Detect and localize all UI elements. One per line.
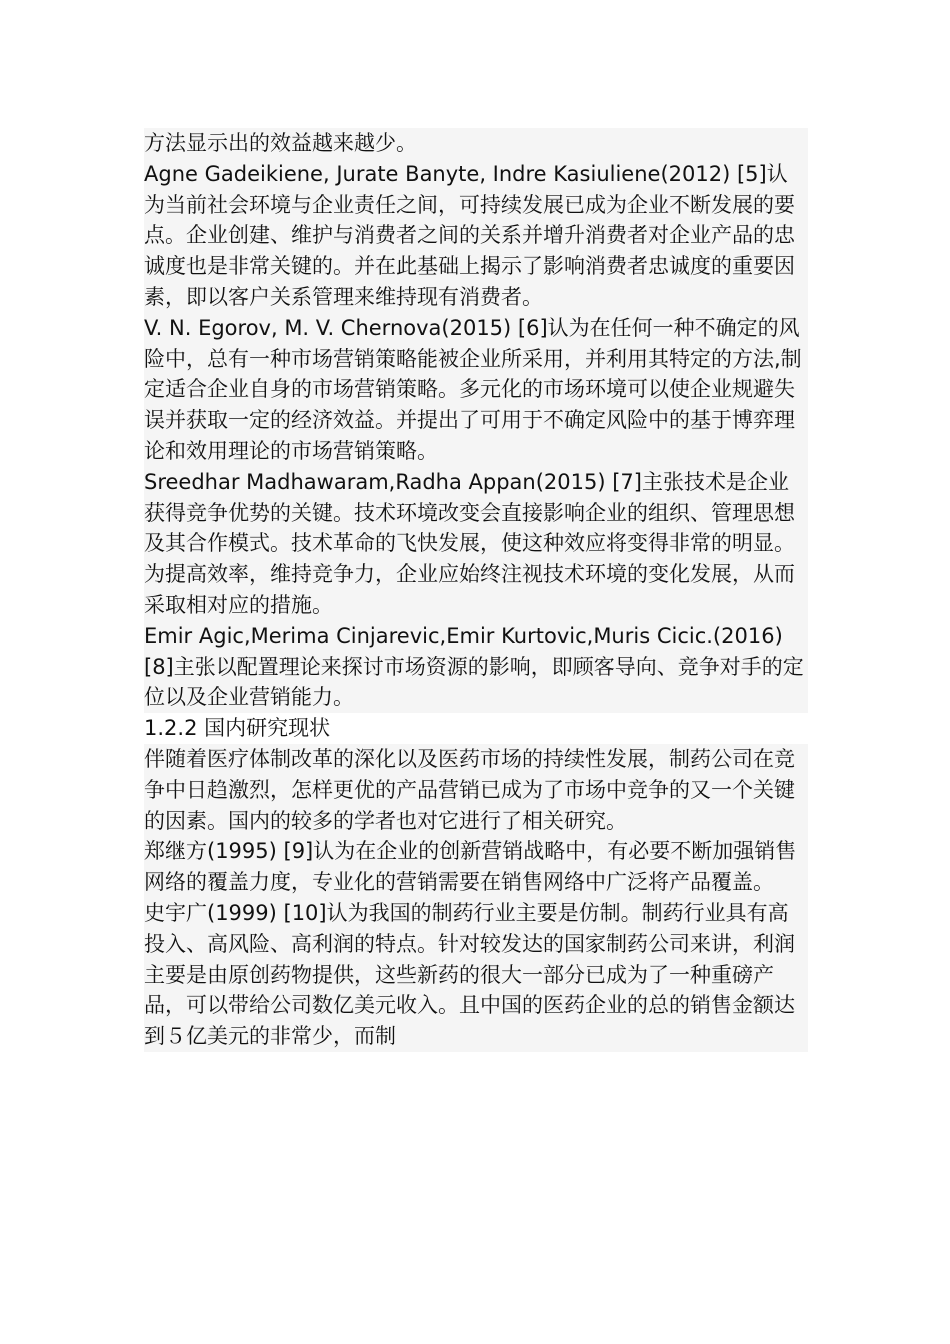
paragraph-domestic-intro: 伴随着医疗体制改革的深化以及医药市场的持续性发展，制药公司在竞争中日趋激烈，怎样更优的产品营销已成为了市场中竞争的又一个关键的因素。国内的较多的学者也对它进行了相关研究。	[144, 744, 808, 836]
paragraph-continuation: 方法显示出的效益越来越少。	[144, 128, 808, 159]
body-text	[144, 128, 808, 1052]
paragraph-agic-2016: Emir Agic,Merima Cinjarevic,Emir Kurtovic,Muris Cicic.(2016) [8]主张以配置理论来探讨市场资源的影响，即顾客导向、竞争对手的定位以及企业营销能力。	[144, 621, 808, 713]
paragraph-zheng-1995: 郑继方(1995) [9]认为在企业的创新营销战略中，有必要不断加强销售网络的覆盖力度，专业化的营销需要在销售网络中广泛将产品覆盖。	[144, 836, 808, 898]
paragraph-egorov-2015: V. N. Egorov, M. V. Chernova(2015) [6]认为在任何一种不确定的风险中，总有一种市场营销策略能被企业所采用，并利用其特定的方法,制定适合企业自身的市场营销策略。多元化的市场环境可以使企业规避失误并获取一定的经济效益。并提出了可用于不确定风险中的基于博弈理论和效用理论的市场营销策略。	[144, 313, 808, 467]
paragraph-shi-1999: 史宇广(1999) [10]认为我国的制药行业主要是仿制。制药行业具有高投入、高风险、高利润的特点。针对较发达的国家制药公司来讲，利润主要是由原创药物提供，这些新药的很大一部分已成为了一种重磅产品，可以带给公司数亿美元收入。且中国的医药企业的总的销售金额达到５亿美元的非常少，而制	[144, 898, 808, 1052]
section-heading-domestic-research: 1.2.2 国内研究现状	[144, 713, 808, 744]
paragraph-gadeikiene-2012: Agne Gadeikiene, Jurate Banyte, Indre Kasiuliene(2012) [5]认为当前社会环境与企业责任之间，可持续发展已成为企业不断发展的要点。企业创建、维护与消费者之间的关系并增升消费者对企业产品的忠诚度也是非常关键的。并在此基础上揭示了影响消费者忠诚度的重要因素，即以客户关系管理来维持现有消费者。	[144, 159, 808, 313]
paragraph-madhawaram-2015: Sreedhar Madhawaram,Radha Appan(2015) [7]主张技术是企业获得竞争优势的关键。技术环境改变会直接影响企业的组织、管理思想及其合作模式。技术革命的飞快发展，使这种效应将变得非常的明显。为提高效率，维持竞争力，企业应始终注视技术环境的变化发展，从而采取相对应的措施。	[144, 467, 808, 621]
